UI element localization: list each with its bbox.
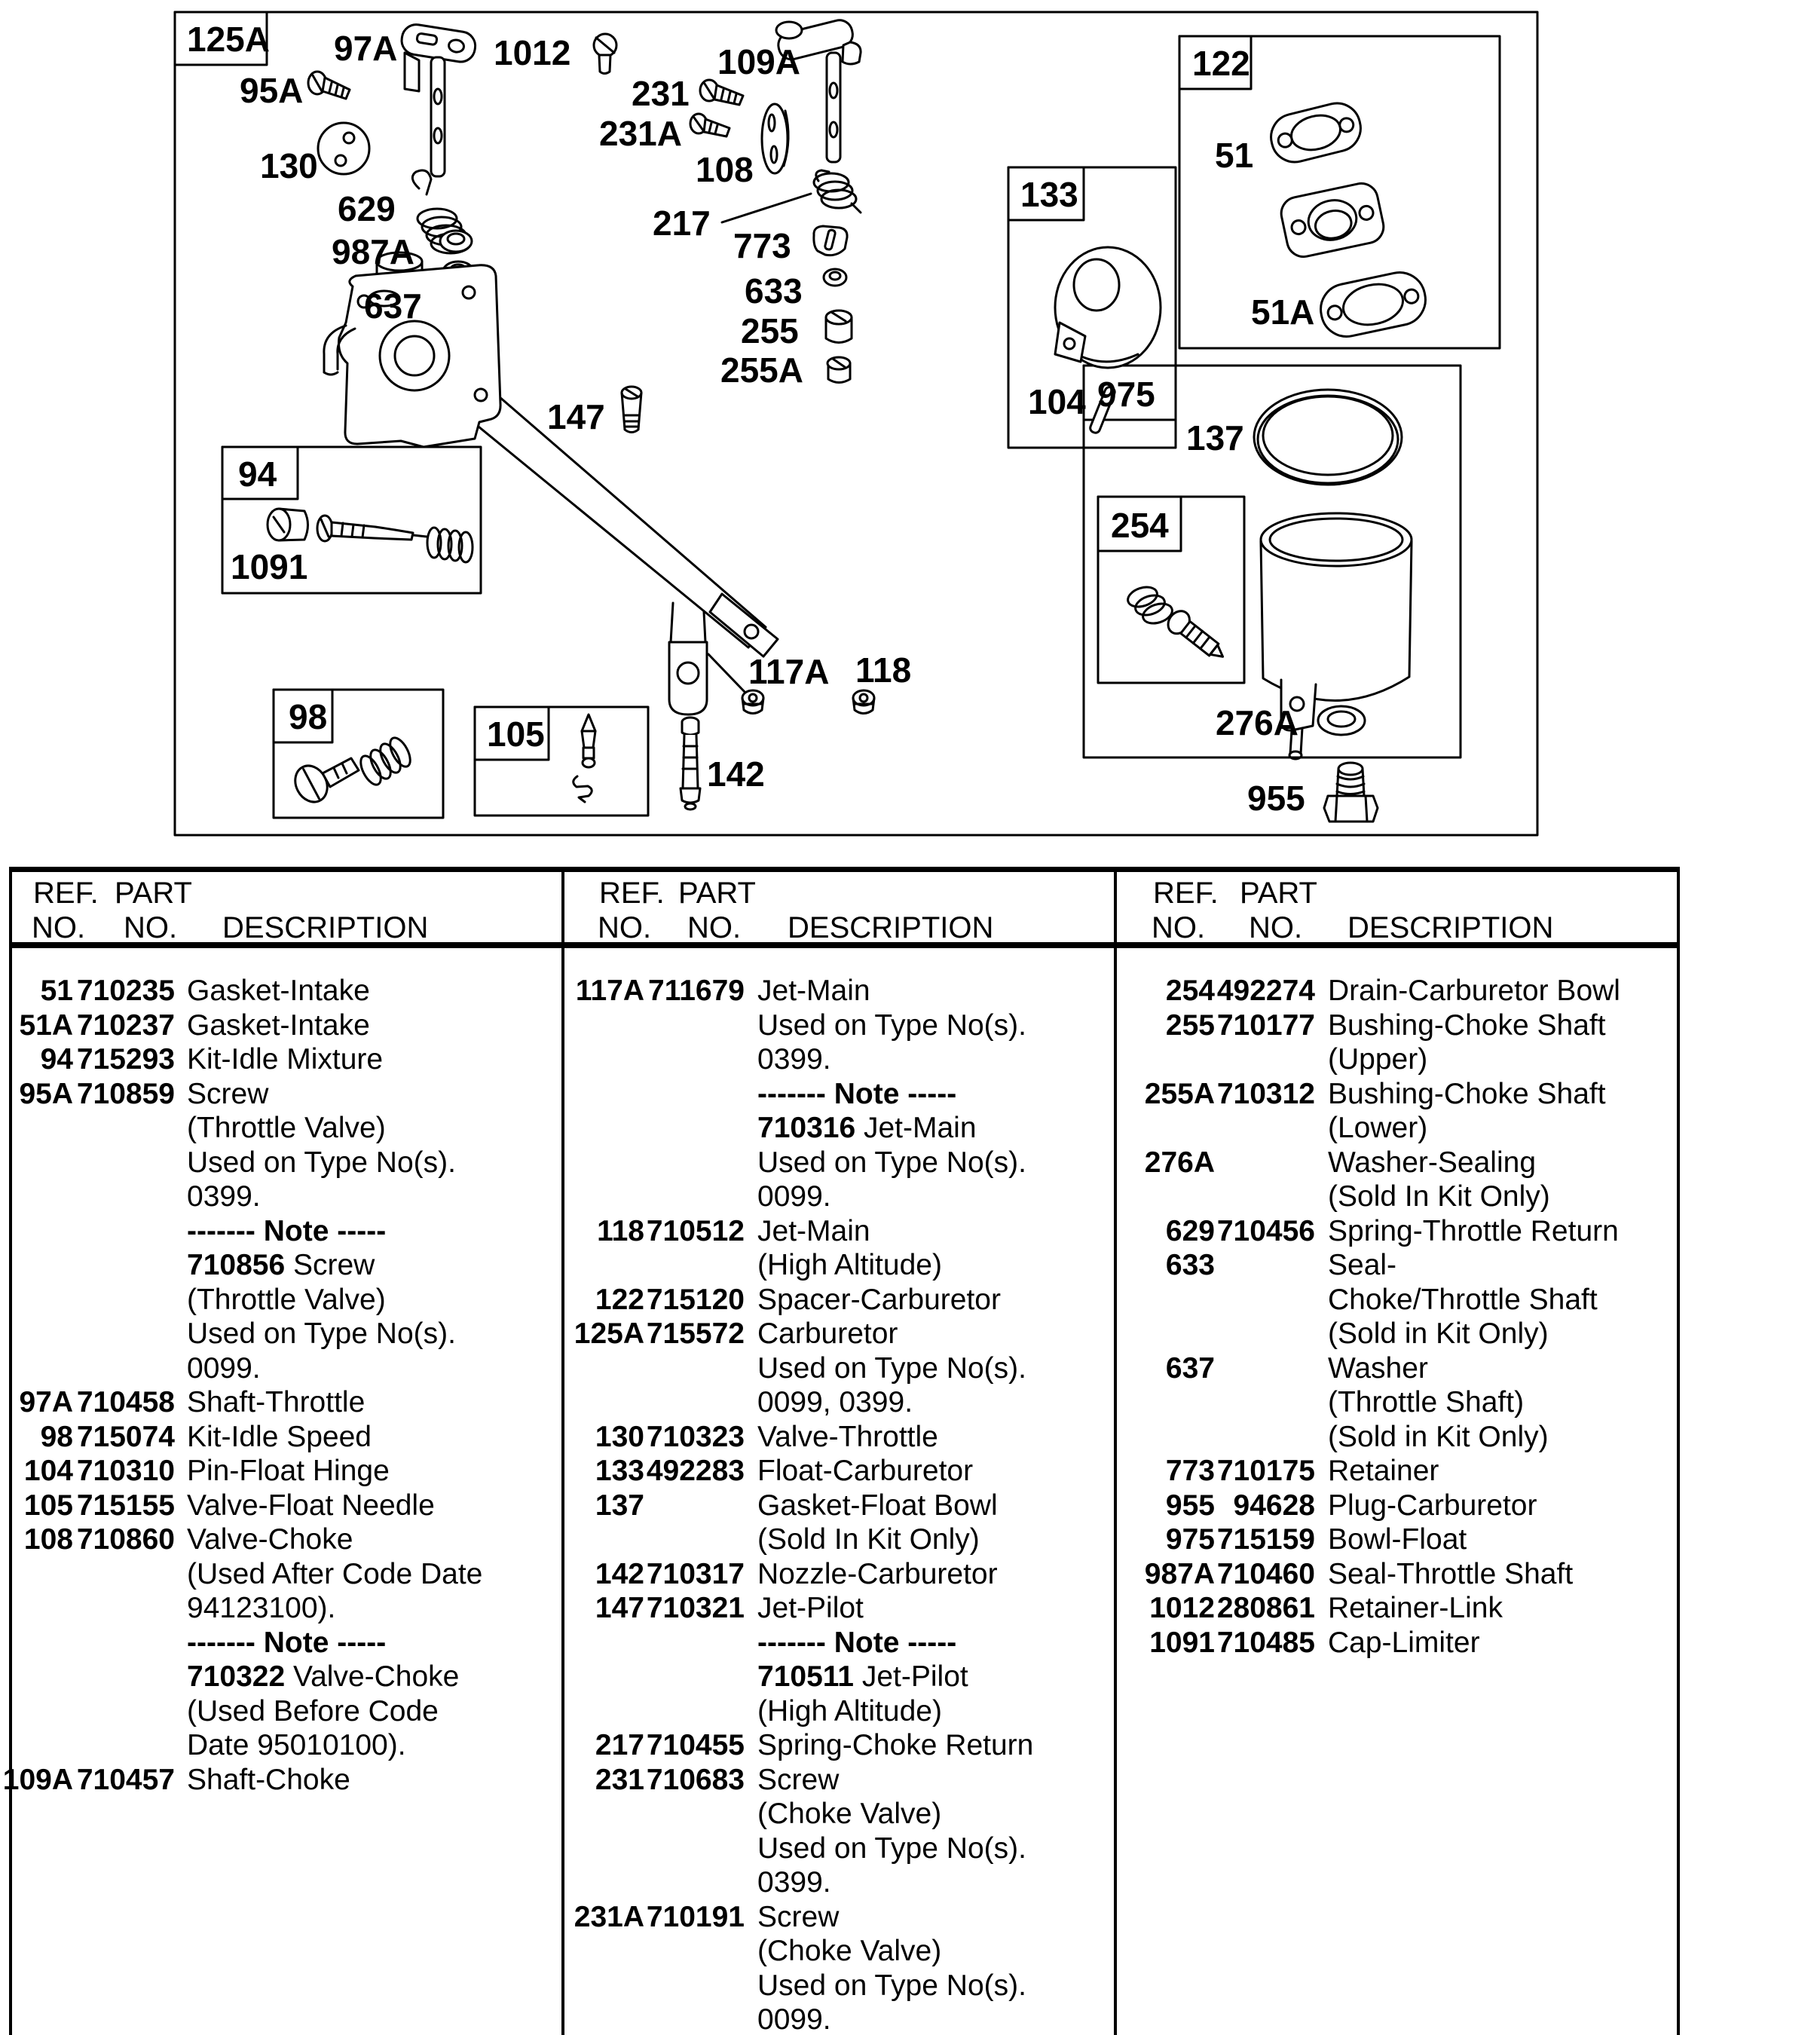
- ref-no: 97A: [19, 1386, 73, 1418]
- ref-no: 147: [595, 1592, 644, 1624]
- ref-no: 118: [597, 1214, 644, 1247]
- description-line: (Throttle Valve): [187, 1112, 386, 1144]
- part-no: 710237: [76, 1008, 175, 1042]
- description-line: (Upper): [1328, 1043, 1428, 1076]
- description-line: 710316 Jet-Main: [757, 1112, 977, 1144]
- callout-51: 51: [1215, 136, 1254, 175]
- description-line: Date 95010100).: [187, 1729, 406, 1761]
- ref-no: 104: [23, 1455, 73, 1487]
- description-line: Washer: [1328, 1351, 1428, 1385]
- ref-no: 122: [595, 1283, 644, 1316]
- description-line: ------- Note -----: [187, 1214, 387, 1247]
- description-line: (Throttle Shaft): [1328, 1386, 1525, 1418]
- header-ref-line2: NO.: [1152, 911, 1206, 944]
- description-line: (Sold In Kit Only): [757, 1523, 980, 1556]
- ref-no: 105: [23, 1489, 73, 1522]
- ref-no: 51A: [19, 1008, 73, 1042]
- part-no: 710859: [76, 1077, 175, 1110]
- box-label-133: 133: [1020, 175, 1078, 214]
- part-no: 715293: [76, 1043, 175, 1076]
- description-line: Screw: [187, 1077, 269, 1110]
- callout-987A: 987A: [332, 232, 414, 271]
- ref-no: 255: [1165, 1008, 1215, 1042]
- description-line: Gasket-Float Bowl: [757, 1489, 998, 1522]
- callout-255A: 255A: [720, 350, 803, 390]
- description-line: Drain-Carburetor Bowl: [1328, 975, 1620, 1007]
- description-line: ------- Note -----: [187, 1626, 387, 1659]
- screw-95a-glyph: [308, 72, 350, 99]
- description-line: Shaft-Choke: [187, 1763, 350, 1796]
- callout-231: 231: [632, 74, 690, 113]
- description-line: Used on Type No(s).: [187, 1317, 456, 1350]
- description-line: Washer-Sealing: [1328, 1146, 1537, 1179]
- callout-109A: 109A: [717, 42, 800, 81]
- description-line: 0399.: [757, 1866, 831, 1899]
- bushing-upper-255-glyph: [826, 311, 852, 343]
- ref-no: 633: [1165, 1249, 1215, 1281]
- part-no: 492283: [646, 1455, 745, 1487]
- ref-no: 125A: [574, 1317, 644, 1350]
- description-line: Bushing-Choke Shaft: [1328, 1077, 1606, 1110]
- part-no: 715159: [1216, 1523, 1315, 1556]
- header-description: DESCRIPTION: [222, 911, 429, 944]
- callout-231A: 231A: [599, 114, 682, 153]
- callout-1012: 1012: [494, 33, 571, 72]
- callout-97A: 97A: [334, 29, 398, 68]
- callout-773: 773: [733, 226, 791, 265]
- description-line: Spacer-Carburetor: [757, 1283, 1001, 1316]
- part-no: 715572: [646, 1317, 745, 1350]
- description-line: Nozzle-Carburetor: [757, 1557, 998, 1590]
- leader-line-217: [722, 194, 811, 222]
- float-needle-valve-glyph: [574, 715, 595, 802]
- description-line: Used on Type No(s).: [187, 1146, 456, 1179]
- part-row: [0, 1728, 1820, 1763]
- description-line: Seal-: [1328, 1249, 1397, 1281]
- ref-no: 95A: [19, 1077, 73, 1110]
- part-row: [0, 1626, 1820, 1660]
- part-row: [0, 974, 1820, 1008]
- box-label-975: 975: [1097, 375, 1155, 414]
- part-no: 710317: [646, 1557, 745, 1590]
- description-line: 710511 Jet-Pilot: [757, 1660, 968, 1693]
- description-line: (Used After Code Date: [187, 1557, 483, 1590]
- description-line: 0399.: [757, 1043, 831, 1076]
- ref-no: 773: [1165, 1455, 1215, 1487]
- box-label-122: 122: [1192, 44, 1250, 83]
- description-line: Cap-Limiter: [1328, 1626, 1480, 1659]
- description-line: (Lower): [1328, 1112, 1428, 1144]
- retainer-link-1012-glyph: [594, 34, 616, 74]
- part-no: 710235: [76, 975, 175, 1007]
- description-line: 0099, 0399.: [757, 1386, 913, 1418]
- header-part-line1: PART: [678, 877, 756, 910]
- part-no: 710860: [76, 1523, 175, 1556]
- part-no: 710310: [76, 1455, 175, 1487]
- part-row: [0, 1900, 1820, 2035]
- description-line: Screw: [757, 1900, 840, 1933]
- callout-255: 255: [741, 311, 799, 350]
- part-no: 710683: [646, 1763, 745, 1796]
- ref-no: 231: [595, 1763, 644, 1796]
- throttle-seal-987a-glyph: [440, 231, 472, 252]
- description-line: Jet-Main: [757, 975, 870, 1007]
- sealing-washer-276a-glyph: [1318, 706, 1365, 735]
- callout-104: 104: [1028, 382, 1086, 421]
- callout-955: 955: [1247, 779, 1305, 818]
- description-line: Valve-Throttle: [757, 1420, 938, 1453]
- carburetor-plug-955-glyph: [1324, 763, 1378, 822]
- description-line: 94123100).: [187, 1592, 336, 1624]
- description-line: (High Altitude): [757, 1249, 942, 1281]
- part-row: [0, 1214, 1820, 1249]
- description-line: Jet-Main: [757, 1214, 870, 1247]
- throttle-shaft-97a-glyph: [399, 23, 477, 176]
- part-no: 280861: [1216, 1592, 1315, 1624]
- callout-130: 130: [260, 146, 318, 185]
- part-row: [0, 1248, 1820, 1351]
- ref-no: 217: [595, 1729, 644, 1761]
- intake-gasket-51a-glyph: [1316, 268, 1430, 341]
- pilot-jet-147-glyph: [622, 387, 641, 433]
- part-no: 710321: [646, 1592, 745, 1624]
- part-no: 710312: [1216, 1077, 1315, 1110]
- ref-no: 1012: [1149, 1592, 1215, 1624]
- table-top-border: [9, 867, 1680, 872]
- description-line: Plug-Carburetor: [1328, 1489, 1537, 1522]
- header-part-line2: NO.: [1249, 911, 1303, 944]
- part-no: 710177: [1216, 1008, 1315, 1042]
- exploded-diagram: [0, 0, 1820, 848]
- header-part-line1: PART: [1240, 877, 1317, 910]
- description-line: Kit-Idle Speed: [187, 1420, 372, 1453]
- part-row: [0, 1077, 1820, 1146]
- description-line: (Choke Valve): [757, 1935, 942, 1967]
- ref-no: 955: [1165, 1489, 1215, 1522]
- callout-629: 629: [338, 189, 396, 228]
- part-no: 710175: [1216, 1455, 1315, 1487]
- throttle-valve-130-glyph: [318, 123, 369, 174]
- description-line: Gasket-Intake: [187, 1008, 370, 1042]
- description-line: Jet-Pilot: [757, 1592, 864, 1624]
- callout-108: 108: [696, 150, 754, 189]
- header-part-line1: PART: [115, 877, 192, 910]
- part-row: [0, 1522, 1820, 1557]
- description-line: Valve-Choke: [187, 1523, 353, 1556]
- part-no: 715155: [76, 1489, 175, 1522]
- box-label-98: 98: [289, 697, 328, 736]
- ref-no: 1091: [1149, 1626, 1215, 1659]
- ref-no: 231A: [574, 1900, 644, 1933]
- description-line: Used on Type No(s).: [757, 1146, 1026, 1179]
- group-box-975: [1084, 366, 1461, 757]
- description-line: (Sold In Kit Only): [1328, 1180, 1550, 1213]
- description-line: ------- Note -----: [757, 1626, 957, 1659]
- part-no: 710323: [646, 1420, 745, 1453]
- part-no: 710456: [1216, 1214, 1315, 1247]
- description-line: Spring-Choke Return: [757, 1729, 1034, 1761]
- header-description: DESCRIPTION: [788, 911, 994, 944]
- header-description: DESCRIPTION: [1347, 911, 1554, 944]
- part-row: [0, 1454, 1820, 1489]
- callout-95A: 95A: [240, 71, 304, 110]
- callout-637: 637: [364, 286, 422, 326]
- ref-no: 94: [40, 1043, 73, 1076]
- callout-633: 633: [745, 271, 803, 311]
- seal-633-glyph: [824, 269, 846, 286]
- description-line: Retainer-Link: [1328, 1592, 1503, 1624]
- description-line: Shaft-Throttle: [187, 1386, 366, 1418]
- leader-line-117a: [708, 654, 746, 693]
- box-label-105: 105: [487, 715, 545, 754]
- choke-screw-231-glyph: [700, 80, 743, 105]
- float-bowl-gasket-137-glyph: [1254, 390, 1402, 485]
- ref-no: 51: [40, 975, 73, 1007]
- callout-1091: 1091: [231, 547, 308, 586]
- header-ref-line2: NO.: [32, 911, 86, 944]
- part-no: 710512: [646, 1214, 745, 1247]
- choke-valve-108-glyph: [762, 104, 788, 173]
- description-line: Kit-Idle Mixture: [187, 1043, 384, 1076]
- description-line: Bowl-Float: [1328, 1523, 1467, 1556]
- description-line: Carburetor: [757, 1317, 898, 1350]
- part-no: 710191: [646, 1900, 745, 1933]
- main-jet-118-glyph: [853, 690, 874, 714]
- retainer-773-glyph: [814, 226, 847, 256]
- ref-no: 276A: [1144, 1146, 1215, 1179]
- description-line: 710322 Valve-Choke: [187, 1660, 460, 1693]
- ref-no: 98: [40, 1420, 73, 1453]
- callout-276A: 276A: [1216, 703, 1298, 742]
- ref-no: 629: [1165, 1214, 1215, 1247]
- description-line: (High Altitude): [757, 1694, 942, 1727]
- description-line: ------- Note -----: [757, 1077, 957, 1110]
- header-part-line2: NO.: [687, 911, 742, 944]
- description-line: Spring-Throttle Return: [1328, 1214, 1619, 1247]
- header-ref-line1: REF.: [599, 877, 665, 910]
- part-no: 94628: [1233, 1489, 1315, 1522]
- description-line: Screw: [757, 1763, 840, 1796]
- ref-no: 142: [595, 1557, 644, 1590]
- ref-no: 133: [595, 1455, 644, 1487]
- ref-no: 255A: [1144, 1077, 1215, 1110]
- description-line: 0099.: [187, 1351, 261, 1385]
- description-line: Seal-Throttle Shaft: [1328, 1557, 1574, 1590]
- part-row: [0, 1763, 1820, 1900]
- description-line: Pin-Float Hinge: [187, 1455, 390, 1487]
- part-row: [0, 1591, 1820, 1626]
- intake-gasket-51-glyph: [1266, 98, 1366, 167]
- box-label-254: 254: [1111, 506, 1169, 545]
- callout-118: 118: [855, 650, 912, 690]
- part-no: 710460: [1216, 1557, 1315, 1590]
- main-jet-117a-glyph: [742, 690, 763, 714]
- part-row: [0, 1146, 1820, 1214]
- part-no: 710457: [76, 1763, 175, 1796]
- description-line: Valve-Float Needle: [187, 1489, 435, 1522]
- header-ref-line1: REF.: [33, 877, 99, 910]
- ref-no: 975: [1165, 1523, 1215, 1556]
- part-no: 715074: [76, 1420, 175, 1453]
- description-line: (Choke Valve): [757, 1798, 942, 1830]
- header-ref-line1: REF.: [1153, 877, 1219, 910]
- ref-no: 254: [1165, 975, 1215, 1007]
- carburetor-spacer-glyph: [1278, 180, 1387, 259]
- ref-no: 130: [595, 1420, 644, 1453]
- description-line: (Used Before Code: [187, 1694, 439, 1727]
- callout-51A: 51A: [1251, 292, 1315, 332]
- header-ref-line2: NO.: [598, 911, 652, 944]
- idle-speed-kit-glyph: [289, 735, 414, 808]
- part-row: [0, 1351, 1820, 1455]
- description-line: (Throttle Valve): [187, 1283, 386, 1316]
- part-no: 492274: [1216, 975, 1315, 1007]
- callout-117A: 117A: [748, 652, 830, 691]
- part-no: 711679: [648, 975, 745, 1007]
- description-line: Float-Carburetor: [757, 1455, 974, 1487]
- ref-no: 109A: [2, 1763, 73, 1796]
- part-no: 715120: [646, 1283, 745, 1316]
- box-label-125A: 125A: [187, 20, 270, 59]
- part-row: [0, 1557, 1820, 1592]
- bowl-drain-254-glyph: [1125, 583, 1230, 666]
- description-line: Used on Type No(s).: [757, 1008, 1026, 1042]
- ref-no: 987A: [1144, 1557, 1215, 1590]
- description-line: Used on Type No(s).: [757, 1969, 1026, 2002]
- bushing-lower-255a-glyph: [827, 357, 850, 383]
- header-part-line2: NO.: [124, 911, 178, 944]
- callout-137: 137: [1186, 418, 1244, 457]
- description-line: (Sold in Kit Only): [1328, 1317, 1549, 1350]
- description-line: Bushing-Choke Shaft: [1328, 1008, 1606, 1042]
- part-no: 710455: [646, 1729, 745, 1761]
- ref-no: 637: [1165, 1351, 1215, 1385]
- ref-no: 137: [595, 1489, 644, 1522]
- box-label-94: 94: [238, 454, 277, 494]
- part-no: 710458: [76, 1386, 175, 1418]
- ref-no: 117A: [575, 975, 644, 1007]
- part-no: 710485: [1216, 1626, 1315, 1659]
- description-line: Used on Type No(s).: [757, 1351, 1026, 1385]
- float-133-glyph: [1055, 247, 1161, 368]
- description-line: Choke/Throttle Shaft: [1328, 1283, 1598, 1316]
- nozzle-142-glyph: [681, 718, 700, 809]
- description-line: Used on Type No(s).: [757, 1831, 1026, 1865]
- callout-142: 142: [707, 754, 765, 794]
- description-line: 0099.: [757, 1180, 831, 1213]
- callout-217: 217: [653, 204, 711, 243]
- choke-screw-231a-glyph: [690, 114, 730, 136]
- description-line: Gasket-Intake: [187, 975, 370, 1007]
- part-row: [0, 1489, 1820, 1523]
- description-line: (Sold in Kit Only): [1328, 1420, 1549, 1453]
- parts-table: [0, 848, 1820, 2035]
- description-line: 710856 Screw: [187, 1249, 375, 1281]
- ref-no: 108: [23, 1523, 73, 1556]
- description-line: Retainer: [1328, 1455, 1439, 1487]
- part-row: [0, 1008, 1820, 1077]
- callout-147: 147: [547, 397, 605, 436]
- description-line: 0099.: [757, 2003, 831, 2035]
- description-line: 0399.: [187, 1180, 261, 1213]
